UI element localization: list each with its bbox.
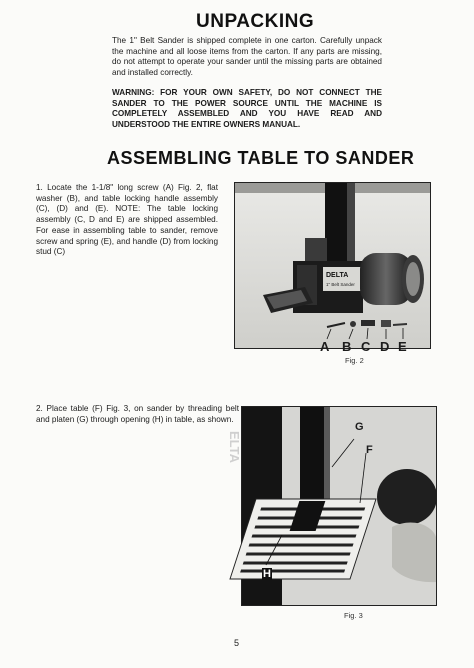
belt-sander-illustration (235, 183, 430, 348)
fig2-product-text: 1" Belt Sander (326, 282, 355, 287)
part-label-c: C (361, 339, 371, 354)
part-label-f: F (366, 444, 373, 456)
part-label-h: H (263, 568, 271, 580)
step2-text: 2. Place table (F) Fig. 3, on sander by threading belt and platen (G) through opening (H) in table, as shown. (36, 404, 239, 424)
part-label-e: E (398, 339, 407, 354)
part-label-g: G (355, 421, 364, 433)
part-label-b: B (342, 339, 352, 354)
unpacking-body: The 1" Belt Sander is shipped complete in one carton. Carefully unpack the machine and all loose items from the carton. If any parts are missing, do not attempt to operate your sander until the missing parts are obtained and installed correctly. (112, 36, 382, 78)
fig2-photo (234, 182, 431, 349)
page-number: 5 (234, 638, 240, 648)
step1-text: 1. Locate the 1-1/8" long screw (A) Fig. 2, flat washer (B), and table locking handle assembly (C), (D) and (E). NOTE: The table locking assembly (C, D and E) are shipped assembled. For ease in assembling table to sander, remove screw and spring (E), and handle (D) from locking stud (C) (36, 183, 218, 257)
fig3-caption: Fig. 3 (344, 611, 363, 620)
part-label-d: D (380, 339, 390, 354)
assembling-title: ASSEMBLING TABLE TO SANDER (107, 148, 415, 168)
unpacking-warning: WARNING: FOR YOUR OWN SAFETY, DO NOT CONNECT THE SANDER TO THE POWER SOURCE UNTIL THE MACHINE IS COMPLETELY ASSEMBLED AND YOU HAVE READ AND UNDERSTOOD THE ENTIRE OWNERS MANUAL. (112, 88, 382, 130)
fig3-brand-text: ELTA (227, 431, 242, 464)
unpacking-title: UNPACKING (196, 11, 315, 32)
fig2-caption: Fig. 2 (345, 356, 364, 365)
part-label-a: A (320, 339, 330, 354)
fig2-brand-text: DELTA (326, 272, 349, 279)
